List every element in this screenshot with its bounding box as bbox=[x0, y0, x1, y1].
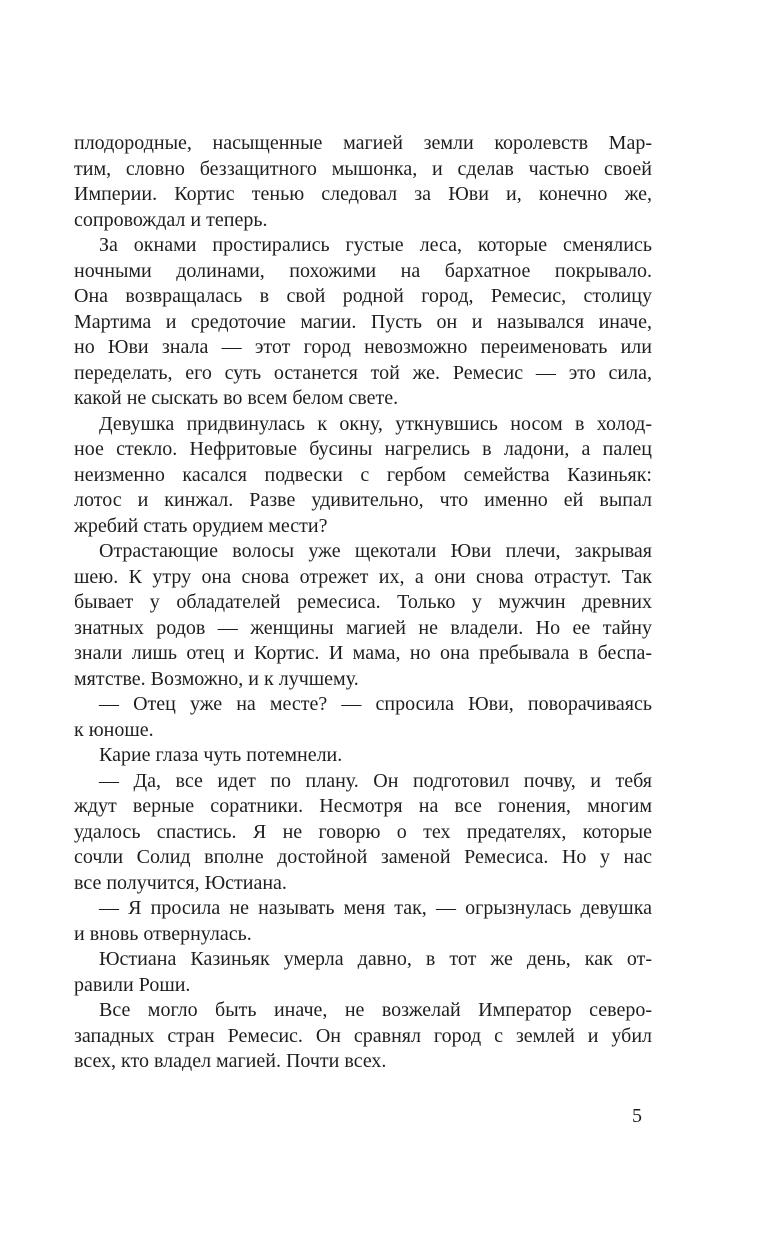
text-line: Все могло быть иначе, не возжелай Император северо- bbox=[99, 999, 652, 1021]
text-line: и вновь отвернулась. bbox=[74, 922, 252, 945]
paragraph bbox=[74, 998, 652, 1075]
text-line: к юноше. bbox=[74, 718, 154, 741]
text-line: какой не сыскать во всем белом свете. bbox=[74, 387, 399, 409]
text-line: бывает у обладателей ремесиса. Только у мужчин древних bbox=[74, 591, 652, 613]
text-line: переделать, его суть останется той же. Ремесис — это сила, bbox=[74, 361, 652, 384]
text-line: все получится, Юстиана. bbox=[74, 871, 287, 894]
text-line: жребий стать орудием мести? bbox=[74, 514, 328, 537]
text-line: мятстве. Возможно, и к лучшему. bbox=[74, 667, 359, 690]
text-line: Карие глаза чуть потемнели. bbox=[99, 744, 343, 766]
text-line: Мартима и средоточие магии. Пусть он и назывался иначе, bbox=[74, 310, 652, 333]
paragraph bbox=[74, 131, 652, 233]
text-line: но Юви знала — этот город невозможно переименовать или bbox=[74, 336, 652, 358]
text-line: лотос и кинжал. Разве удивительно, что именно ей выпал bbox=[74, 489, 652, 511]
text-line: тим, словно беззащитного мышонка, и сделав частью своей bbox=[74, 157, 652, 180]
text-line: знатных родов — женщины магией не владели. Но ее тайну bbox=[74, 616, 652, 639]
text-line: сочли Солид вполне достойной заменой Ремесиса. Но у нас bbox=[74, 846, 652, 868]
text-line: ждут верные соратники. Несмотря на все гонения, многим bbox=[74, 795, 652, 817]
text-line: шею. К утру она снова отрежет их, а они снова отрастут. Так bbox=[74, 565, 652, 588]
text-line: сопровождал и теперь. bbox=[74, 208, 268, 231]
paragraph bbox=[74, 539, 652, 692]
text-line: равили Роши. bbox=[74, 973, 191, 996]
text-line: всех, кто владел магией. Почти всех. bbox=[74, 1050, 387, 1072]
text-line: Отрастающие волосы уже щекотали Юви плечи, закрывая bbox=[99, 540, 652, 562]
text-line: Она возвращалась в свой родной город, Ремесис, столицу bbox=[74, 285, 652, 307]
text-line: западных стран Ремесис. Он сравнял город с землей и убил bbox=[74, 1024, 652, 1047]
paragraph bbox=[74, 896, 652, 947]
text-line: — Я просила не называть меня так, — огрызнулась девушка bbox=[99, 897, 652, 919]
text-line: Юстиана Казиньяк умерла давно, в тот же день, как от- bbox=[99, 948, 652, 970]
text-line: неизменно касался подвески с гербом семейства Казиньяк: bbox=[74, 463, 652, 486]
paragraph bbox=[74, 743, 652, 769]
page-text-block bbox=[74, 131, 652, 1075]
page-number: 5 bbox=[632, 1105, 642, 1127]
paragraph bbox=[74, 233, 652, 412]
text-line: знали лишь отец и Кортис. И мама, но она пребывала в беспа- bbox=[74, 642, 652, 664]
text-line: — Отец уже на месте? — спросила Юви, поворачиваясь bbox=[99, 693, 652, 715]
paragraph bbox=[74, 692, 652, 743]
text-line: За окнами простирались густые леса, которые сменялись bbox=[99, 234, 652, 256]
text-line: Девушка придвинулась к окну, уткнувшись носом в холод- bbox=[99, 412, 652, 435]
paragraph bbox=[74, 412, 652, 540]
text-line: Империи. Кортис тенью следовал за Юви и, конечно же, bbox=[74, 183, 652, 205]
text-line: удалось спастись. Я не говорю о тех предателях, которые bbox=[74, 820, 652, 843]
paragraph bbox=[74, 947, 652, 998]
text-line: — Да, все идет по плану. Он подготовил почву, и тебя bbox=[99, 769, 652, 792]
paragraph bbox=[74, 769, 652, 897]
text-line: плодородные, насыщенные магией земли королевств Мар- bbox=[74, 132, 652, 154]
text-line: ночными долинами, похожими на бархатное покрывало. bbox=[74, 259, 652, 282]
text-line: ное стекло. Нефритовые бусины нагрелись в ладони, а палец bbox=[74, 438, 652, 460]
